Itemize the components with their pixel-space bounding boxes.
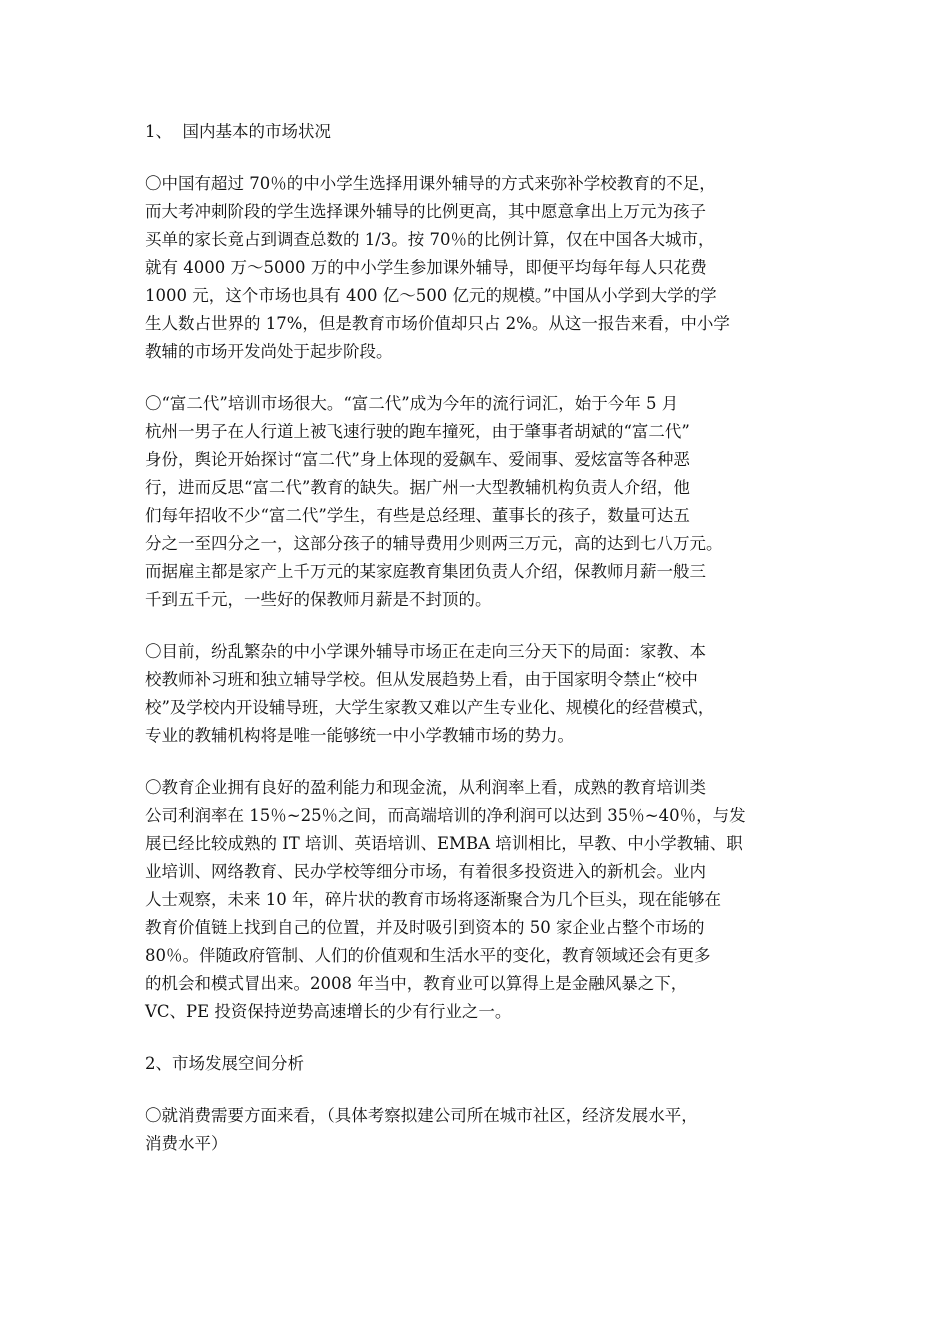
paragraph-line: 分之一至四分之一，这部分孩子的辅导费用少则两三万元，高的达到七八万元。	[145, 534, 723, 553]
paragraph-line: 教育价值链上找到自己的位置，并及时吸引到资本的 50 家企业占整个市场的	[145, 918, 705, 937]
paragraph-line: 的机会和模式冒出来。2008 年当中，教育业可以算得上是金融风暴之下，	[145, 974, 688, 993]
paragraph-line: 千到五千元，一些好的保教师月薪是不封顶的。	[145, 590, 492, 609]
paragraph-rich-second-gen	[145, 390, 807, 614]
paragraph-line: 行，进而反思“富二代”教育的缺失。据广州一大型教辅机构负责人介绍，他	[145, 478, 690, 497]
paragraph-market-structure	[145, 638, 807, 750]
paragraph-line: 教辅的市场开发尚处于起步阶段。	[145, 342, 393, 361]
paragraph-line: 专业的教辅机构将是唯一能够统一中小学教辅市场的势力。	[145, 726, 574, 745]
paragraph-line: 消费水平）	[145, 1134, 228, 1153]
paragraph-line: 们每年招收不少“富二代”学生，有些是总经理、董事长的孩子，数量可达五	[145, 506, 690, 525]
paragraph-line: 1000 元，这个市场也具有 400 亿～500 亿元的规模。”中国从小学到大学的学	[145, 286, 717, 305]
paragraph-line: 公司利润率在 15％~25％之间，而高端培训的净利润可以达到 35％~40％，与发	[145, 806, 746, 825]
paragraph-line: VC、PE 投资保持逆势高速增长的少有行业之一。	[145, 1002, 512, 1021]
paragraph-line: 买单的家长竟占到调查总数的 1/3。按 70％的比例计算，仅在中国各大城市，	[145, 230, 715, 249]
section-heading-1: 1、 国内基本的市场状况	[145, 122, 331, 141]
paragraph-consumption-demand	[145, 1102, 807, 1158]
paragraph-line: 而据雇主都是家产上千万元的某家庭教育集团负责人介绍，保教师月薪一般三	[145, 562, 706, 581]
paragraph-line: 〇目前，纷乱繁杂的中小学课外辅导市场正在走向三分天下的局面：家教、本	[145, 642, 706, 661]
paragraph-line: 〇教育企业拥有良好的盈利能力和现金流，从利润率上看，成熟的教育培训类	[145, 778, 706, 797]
paragraph-line: 人士观察，未来 10 年，碎片状的教育市场将逐渐聚合为几个巨头，现在能够在	[145, 890, 721, 909]
paragraph-line: 就有 4000 万～5000 万的中小学生参加课外辅导，即便平均每年每人只花费	[145, 258, 707, 277]
paragraph-line: 〇“富二代”培训市场很大。“富二代”成为今年的流行词汇，始于今年 5 月	[145, 394, 679, 413]
paragraph-market-overview	[145, 170, 807, 366]
paragraph-line: 业培训、网络教育、民办学校等细分市场，有着很多投资进入的新机会。业内	[145, 862, 706, 881]
paragraph-line: 杭州一男子在人行道上被飞速行驶的跑车撞死，由于肇事者胡斌的“富二代”	[145, 422, 690, 441]
paragraph-line: 而大考冲刺阶段的学生选择课外辅导的比例更高，其中愿意拿出上万元为孩子	[145, 202, 706, 221]
paragraph-line: 80％。伴随政府管制、人们的价值观和生活水平的变化，教育领域还会有更多	[145, 946, 711, 965]
paragraph-line: 〇中国有超过 70％的中小学生选择用课外辅导的方式来弥补学校教育的不足，	[145, 174, 716, 193]
paragraph-profitability	[145, 774, 807, 1026]
paragraph-line: 校”及学校内开设辅导班，大学生家教又难以产生专业化、规模化的经营模式，	[145, 698, 715, 717]
paragraph-line: 校教师补习班和独立辅导学校。但从发展趋势上看，由于国家明令禁止“校中	[145, 670, 698, 689]
paragraph-line: 生人数占世界的 17%，但是教育市场价值却只占 2%。从这一报告来看，中小学	[145, 314, 730, 333]
paragraph-line: 身份，舆论开始探讨“富二代”身上体现的爱飙车、爱闹事、爱炫富等各种恶	[145, 450, 690, 469]
paragraph-line: 展已经比较成熟的 IT 培训、英语培训、EMBA 培训相比，早教、中小学教辅、职	[145, 834, 743, 853]
section-heading-2: 2、市场发展空间分析	[145, 1054, 304, 1073]
document-page	[145, 118, 807, 1182]
paragraph-line: 〇就消费需要方面来看，（具体考察拟建公司所在城市社区，经济发展水平，	[145, 1106, 698, 1125]
